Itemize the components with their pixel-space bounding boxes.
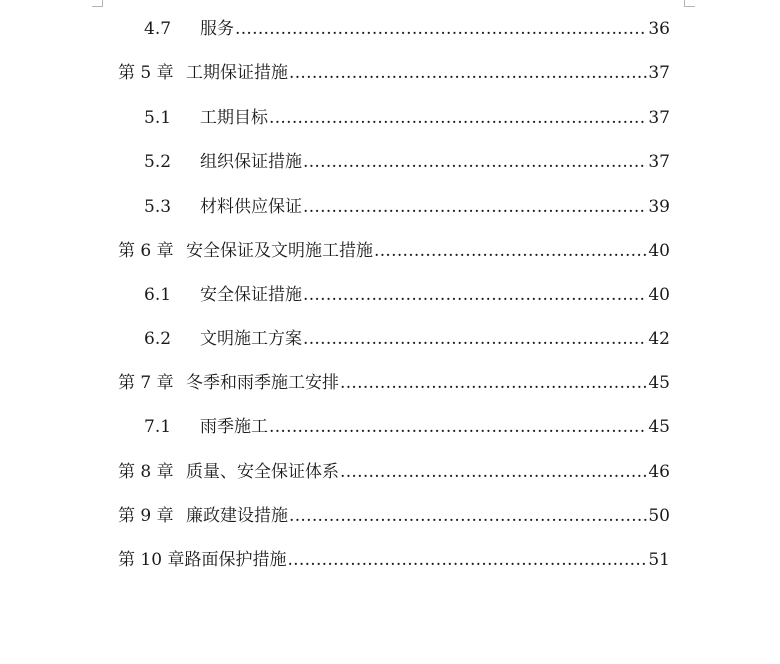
toc-entry-title: 质量、安全保证体系 [186,462,339,482]
toc-entry[interactable] [118,236,670,266]
toc-entry-page: 45 [648,373,670,393]
toc-entry-page: 50 [648,506,670,526]
toc-entry-title: 安全保证及文明施工措施 [186,241,373,261]
toc-entry[interactable] [118,501,670,531]
toc-entry[interactable] [144,103,670,133]
toc-dot-leader [289,501,647,531]
toc-entry-title: 雨季施工 [200,417,268,437]
toc-entry[interactable] [144,324,670,354]
toc-dot-leader [303,280,647,310]
toc-dot-leader [303,147,647,177]
toc-dot-leader [340,368,647,398]
toc-entry-title: 路面保护措施 [184,550,287,570]
toc-dot-leader [287,545,647,575]
toc-entry-page: 37 [648,108,670,128]
toc-dot-leader [269,103,647,133]
toc-entry-page: 40 [648,241,670,261]
toc-dot-leader [303,192,647,222]
toc-entry-number: 6.2 [144,329,172,349]
toc-entry-number: 6.1 [144,285,172,305]
toc-entry-number: 5.3 [144,197,172,217]
toc-entry[interactable] [144,14,670,44]
toc-entry-title: 冬季和雨季施工安排 [186,373,339,393]
toc-dot-leader [303,324,647,354]
toc-entry-page: 37 [648,63,670,83]
toc-entry-page: 39 [648,197,670,217]
toc-entry-title: 材料供应保证 [200,197,302,217]
toc-entry-title: 工期目标 [200,108,268,128]
toc-entry-title: 文明施工方案 [200,329,302,349]
toc-entry[interactable] [144,280,670,310]
toc-entry[interactable] [144,147,670,177]
toc-dot-leader [269,412,647,442]
toc-entry[interactable] [118,368,670,398]
toc-dot-leader [340,457,647,487]
toc-entry-page: 45 [648,417,670,437]
toc-dot-leader [374,236,647,266]
toc-entry-title: 服务 [200,19,234,39]
toc-entry-number: 第 6 章 [118,241,174,261]
margin-corner-mark-left [92,0,103,7]
toc-entry-title: 组织保证措施 [200,152,302,172]
toc-entry-number: 7.1 [144,417,172,437]
margin-corner-mark-right [684,0,695,7]
toc-entry-number: 5.1 [144,108,172,128]
toc-entry-number: 第 5 章 [118,63,174,83]
toc-entry-number: 第 8 章 [118,462,174,482]
toc-entry-title: 工期保证措施 [186,63,288,83]
toc-dot-leader [289,58,647,88]
toc-entry-page: 46 [648,462,670,482]
toc-dot-leader [235,14,647,44]
toc-entry-page: 40 [648,285,670,305]
toc-entry[interactable] [144,192,670,222]
toc-entry-number: 5.2 [144,152,172,172]
toc-entry-number: 第 7 章 [118,373,174,393]
toc-entry-number: 第 9 章 [118,506,174,526]
toc-entry-title: 安全保证措施 [200,285,302,305]
toc-entry-title: 廉政建设措施 [186,506,288,526]
toc-entry-number: 第 10 章 [118,550,185,570]
toc-entry-page: 42 [648,329,670,349]
toc-entry-page: 37 [648,152,670,172]
toc-entry-number: 4.7 [144,19,172,39]
toc-entry[interactable] [118,457,670,487]
toc-entry-page: 36 [648,19,670,39]
toc-entry[interactable] [118,545,670,575]
toc-entry[interactable] [144,412,670,442]
toc-entry[interactable] [118,58,670,88]
toc-entry-page: 51 [648,550,670,570]
